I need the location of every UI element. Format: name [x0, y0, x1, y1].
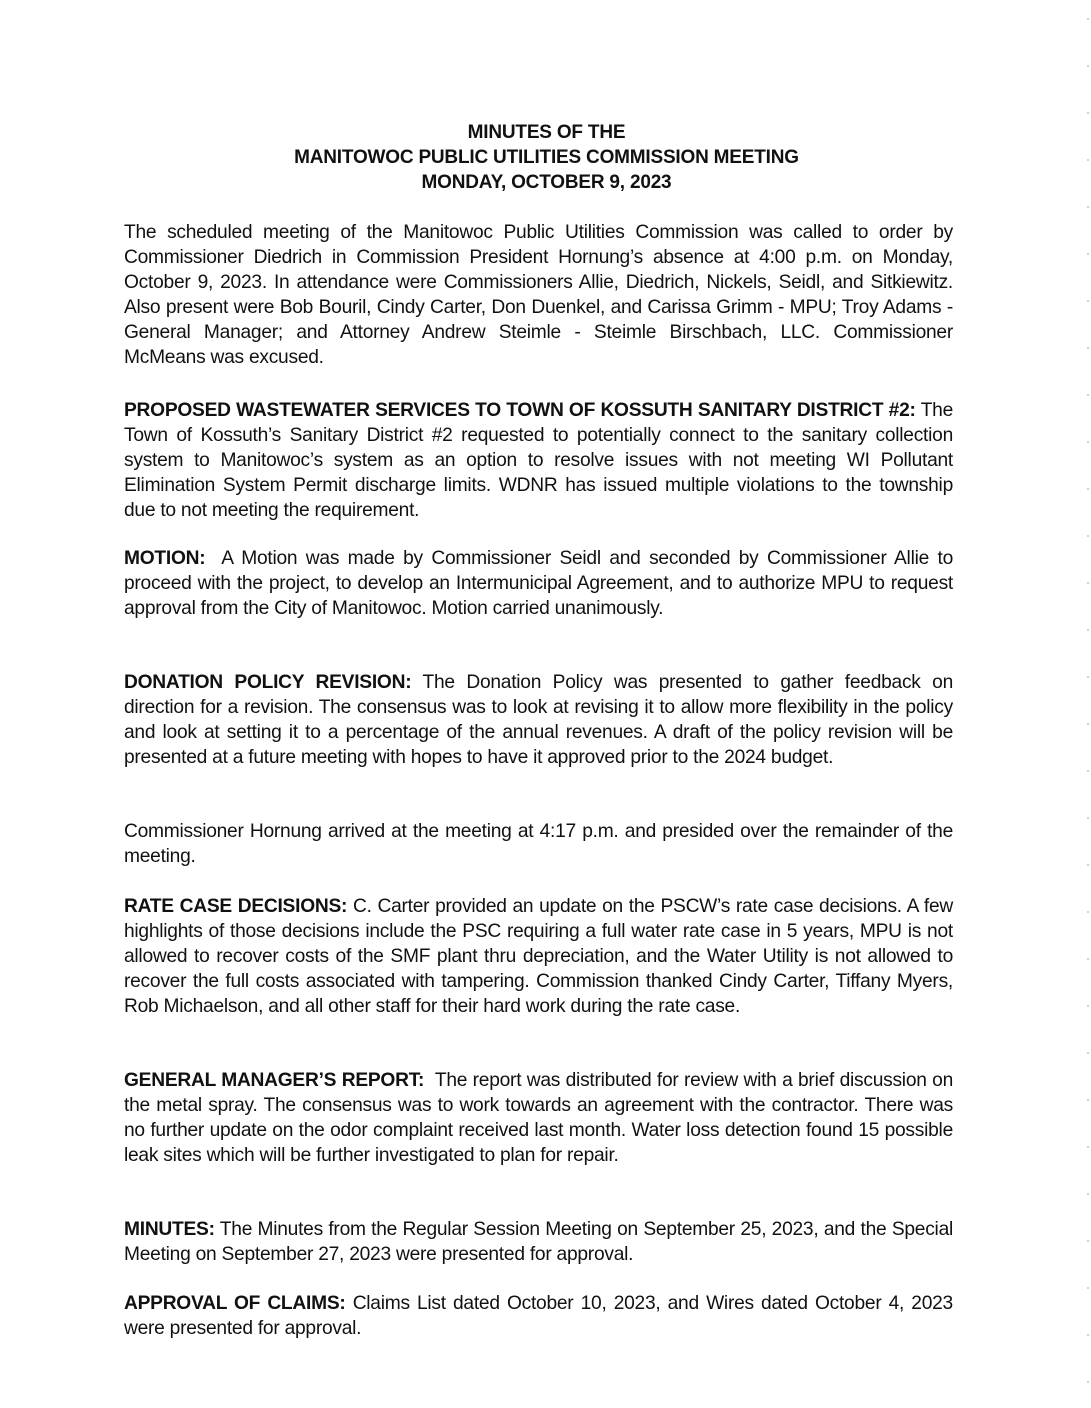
- paragraph-text: Claims List dated October 10, 2023, and Wires dated October 4, 2023 were presented for approval.: [124, 1293, 953, 1339]
- paragraph-text: The Minutes from the Regular Session Meeting on September 25, 2023, and the Special Meeting on September 27, 2023 were presented for approval.: [124, 1219, 954, 1265]
- title-line-3: MONDAY, OCTOBER 9, 2023: [421, 172, 672, 193]
- section-heading: RATE CASE DECISIONS:: [124, 896, 348, 917]
- paragraph-text: The Town of Kossuth’s Sanitary District #2 requested to potentially connect to the sanitary collection system to Manitowoc’s system as an option to resolve issues with not meeting WI Pollutant Elimination System Permit discharge limits. WDNR has issued multiple violations to the township due to not meeting the requirement.: [124, 400, 954, 521]
- paragraph-donation-policy: [124, 670, 953, 770]
- document-title: [120, 120, 973, 195]
- paragraph-hornung-arrival: [124, 819, 953, 869]
- paragraph-approval-of-claims: [124, 1291, 953, 1341]
- section-heading: PROPOSED WASTEWATER SERVICES TO TOWN OF KOSSUTH SANITARY DISTRICT #2:: [124, 400, 916, 421]
- paragraph-minutes: [124, 1217, 953, 1267]
- paragraph-text: The scheduled meeting of the Manitowoc Public Utilities Commission was called to order by Commissioner Diedrich in Commission President Hornung’s absence at 4:00 p.m. on Monday, October 9, 2023. In attendance were Commissioners Allie, Diedrich, Nickels, Seidl, and Sitkiewitz. Also present were Bob Bouril, Cindy Carter, Don Duenkel, and Carissa Grimm - MPU; Troy Adams - General Manager; and Attorney Andrew Steimle - Steimle Birschbach, LLC. Commissioner McMeans was excused.: [124, 222, 953, 368]
- section-heading: APPROVAL OF CLAIMS:: [124, 1293, 346, 1314]
- paragraph-call-to-order: [124, 220, 953, 370]
- section-heading: GENERAL MANAGER’S REPORT:: [124, 1070, 425, 1091]
- paragraph-motion: [124, 546, 953, 621]
- title-line-1: MINUTES OF THE: [467, 122, 626, 143]
- paragraph-wastewater-services: [124, 398, 953, 523]
- paragraph-rate-case: [124, 894, 953, 1019]
- scan-edge-artifact: [1087, 0, 1089, 1408]
- section-heading: DONATION POLICY REVISION:: [124, 672, 412, 693]
- paragraph-text: The report was distributed for review with a brief discussion on the metal spray. The consensus was to work towards an agreement with the contractor. There was no further update on the odor complaint received last month. Water loss detection found 15 possible leak sites which will be further investigated to plan for repair.: [124, 1070, 953, 1166]
- section-heading: MOTION:: [124, 548, 206, 569]
- title-line-2: MANITOWOC PUBLIC UTILITIES COMMISSION MEETING: [294, 147, 799, 168]
- paragraph-text: Commissioner Hornung arrived at the meeting at 4:17 p.m. and presided over the remainder of the meeting.: [124, 821, 953, 867]
- paragraph-text: The Donation Policy was presented to gather feedback on direction for a revision. The consensus was to look at revising it to allow more flexibility in the policy and look at setting it to a percentage of the annual revenues. A draft of the policy revision will be presented at a future meeting with hopes to have it approved prior to the 2024 budget.: [124, 672, 953, 768]
- paragraph-text: A Motion was made by Commissioner Seidl and seconded by Commissioner Allie to proceed with the project, to develop an Intermunicipal Agreement, and to authorize MPU to request approval from the City of Manitowoc. Motion carried unanimously.: [124, 548, 953, 619]
- paragraph-text: C. Carter provided an update on the PSCW’s rate case decisions. A few highlights of those decisions include the PSC requiring a full water rate case in 5 years, MPU is not allowed to recover costs of the SMF plant thru depreciation, and the Water Utility is not allowed to recover the full costs associated with tampering. Commission thanked Cindy Carter, Tiffany Myers, Rob Michaelson, and all other staff for their hard work during the rate case.: [124, 896, 954, 1017]
- paragraph-gm-report: [124, 1068, 953, 1168]
- section-heading: MINUTES:: [124, 1219, 215, 1240]
